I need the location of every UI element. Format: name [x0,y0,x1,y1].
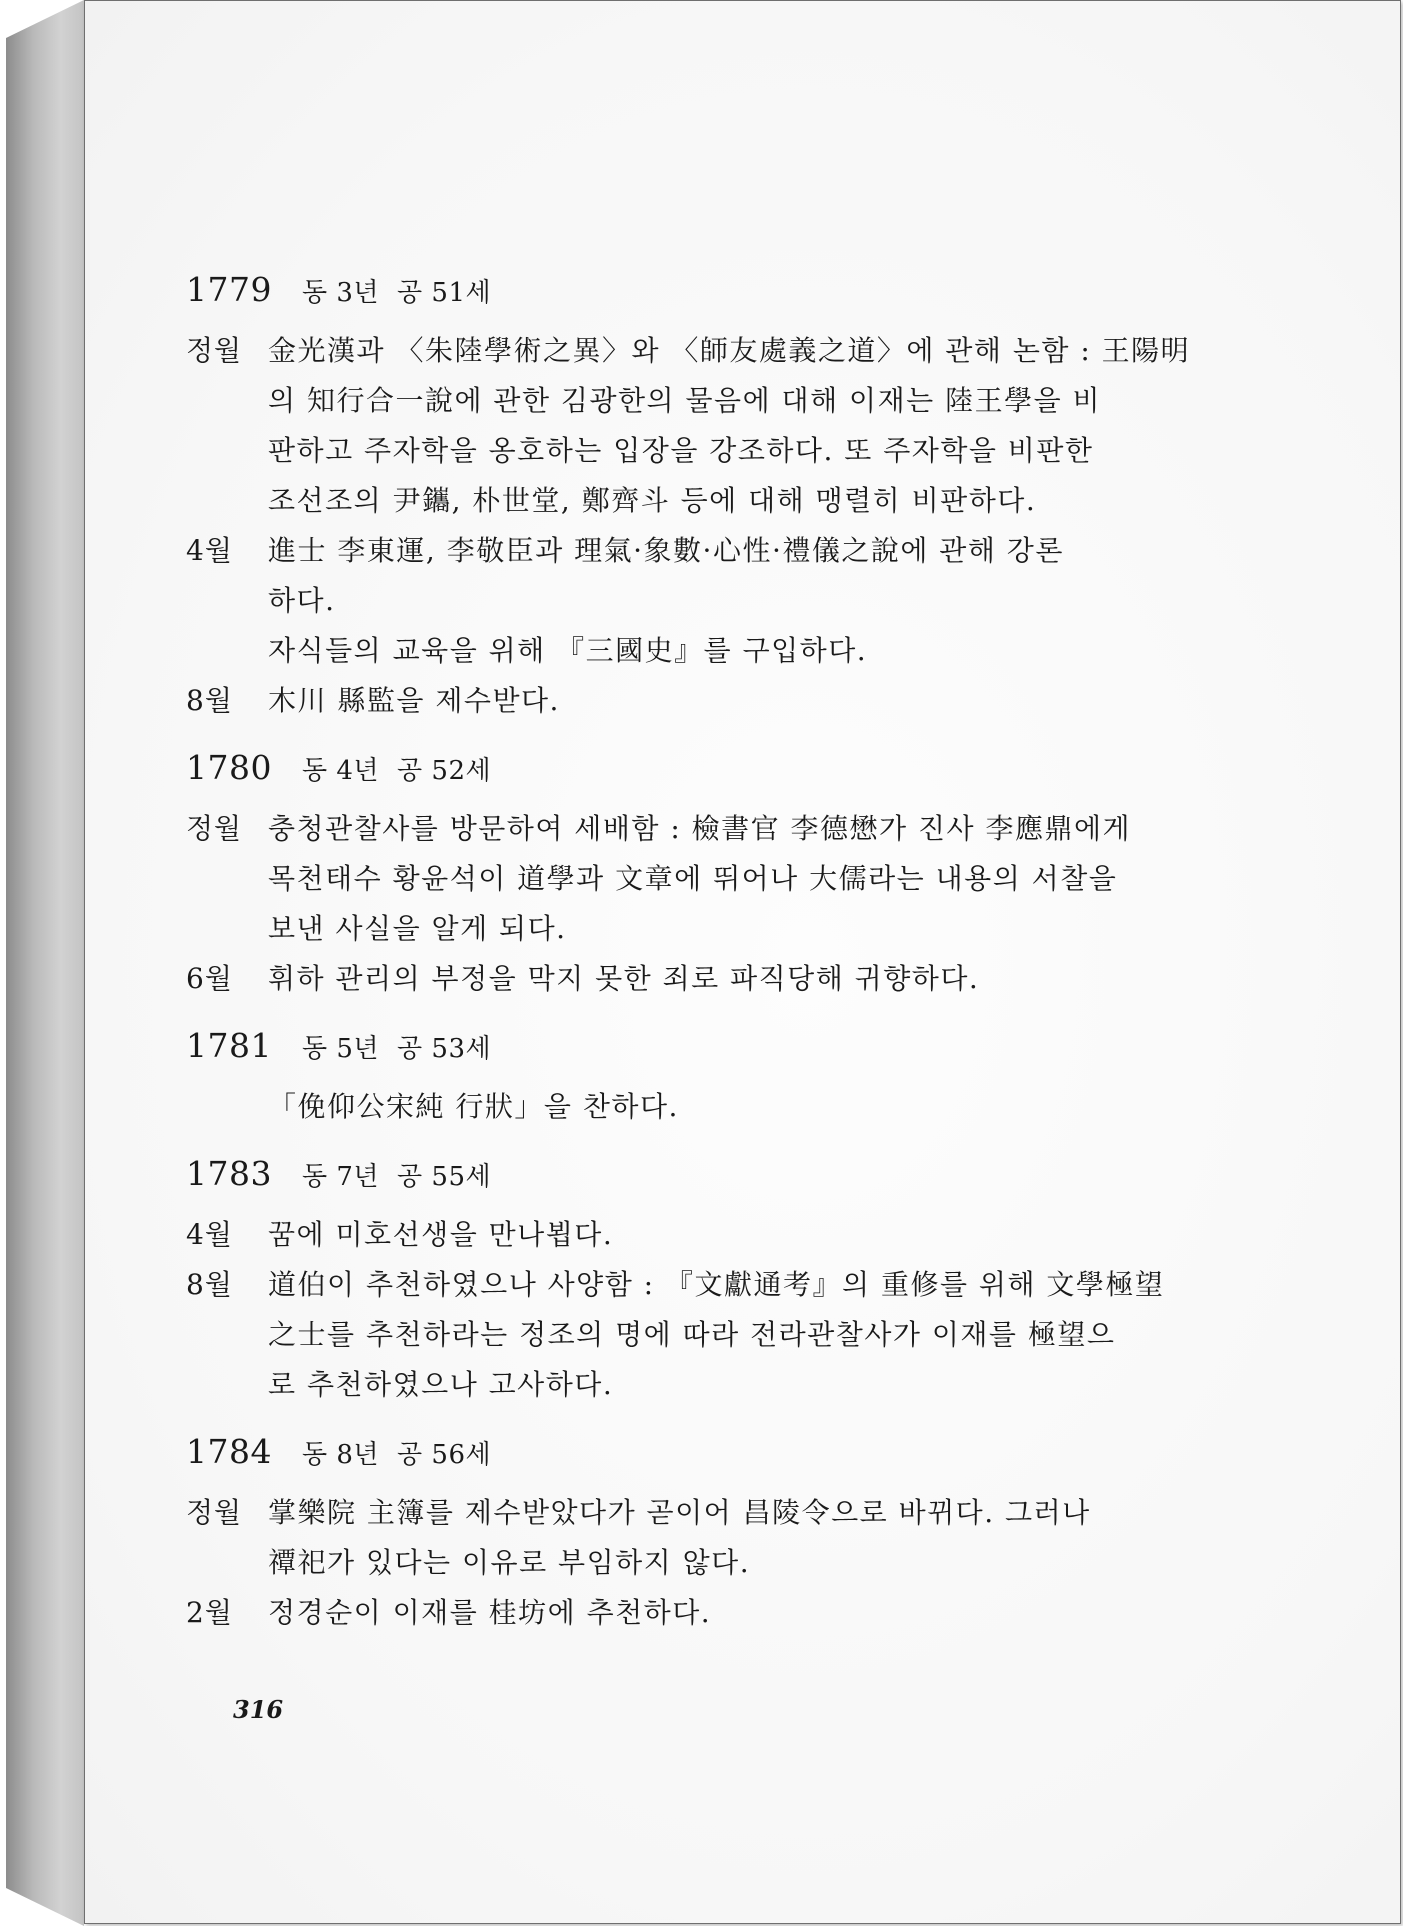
entry-line: 之士를 추천하라는 정조의 명에 따라 전라관찰사가 이재를 極望으 [268,1318,1116,1351]
year-section [186,1432,1262,1638]
entry-text [268,1082,1262,1132]
age-label: 공 56세 [397,1440,492,1470]
age-label: 공 53세 [397,1034,492,1064]
year-section [186,1154,1262,1410]
reign-year: 동 7년 [302,1162,380,1192]
entry-month: 4월 [186,1218,233,1251]
chronology-entry [186,1488,1262,1588]
entry-line: 자식들의 교육을 위해 『三國史』를 구입하다. [268,634,868,667]
entry-month [186,1082,268,1132]
year-heading [186,748,1262,798]
entry-text [268,954,1262,1004]
entry-line: 조선조의 尹鑴, 朴世堂, 鄭齊斗 등에 대해 맹렬히 비판하다. [268,484,1037,517]
entry-month: 8월 [186,1268,233,1301]
year-label: 1780 [186,748,272,787]
entry-text [268,626,1262,676]
year-section [186,748,1262,1004]
reign-year: 동 8년 [302,1440,380,1470]
entry-line: 金光漢과 〈朱陸學術之異〉와 〈師友處義之道〉에 관해 논함 : 王陽明 [268,334,1191,367]
entry-text [268,526,1262,626]
year-label: 1781 [186,1026,272,1065]
chronology-content [186,270,1262,1660]
chronology-entry [186,1210,1262,1260]
entry-text [268,326,1262,526]
entry-line: 휘하 관리의 부정을 막지 못한 죄로 파직당해 귀향하다. [268,962,980,995]
page-number: 316 [233,1695,284,1724]
entry-text [268,1260,1262,1410]
chronology-entry [186,326,1262,526]
entry-line: 판하고 주자학을 옹호하는 입장을 강조하다. 또 주자학을 비판한 [268,434,1094,467]
year-label: 1783 [186,1154,272,1193]
entry-line: 「俛仰公宋純 行狀」을 찬하다. [268,1090,679,1123]
year-heading [186,1026,1262,1076]
chronology-entry [186,804,1262,954]
year-heading [186,1432,1262,1482]
entry-line: 충청관찰사를 방문하여 세배함 : 檢書官 李德懋가 진사 李應鼎에게 [268,812,1132,845]
entry-line: 로 추천하였으나 고사하다. [268,1368,614,1401]
entry-line: 정경순이 이재를 桂坊에 추천하다. [268,1596,712,1629]
age-label: 공 51세 [397,278,492,308]
entry-line: 목천태수 황윤석이 道學과 文章에 뛰어나 大儒라는 내용의 서찰을 [268,862,1118,895]
year-section [186,270,1262,726]
chronology-entry [186,1082,1262,1132]
reign-year: 동 3년 [302,278,380,308]
entry-month: 정월 [186,334,243,367]
entry-line: 의 知行合一說에 관한 김광한의 물음에 대해 이재는 陸王學을 비 [268,384,1102,417]
age-label: 공 52세 [397,756,492,786]
year-label: 1784 [186,1432,272,1471]
book-spine [6,0,84,1926]
chronology-entry [186,626,1262,676]
entry-text [268,804,1262,954]
entry-line: 하다. [268,584,336,617]
entry-line: 꿈에 미호선생을 만나뵙다. [268,1218,614,1251]
age-label: 공 55세 [397,1162,492,1192]
reign-year: 동 4년 [302,756,380,786]
chronology-entry [186,954,1262,1004]
chronology-entry [186,526,1262,626]
entry-month: 6월 [186,962,233,995]
entry-text [268,676,1262,726]
chronology-entry [186,1260,1262,1410]
entry-line: 道伯이 추천하였으나 사양함 : 『文獻通考』의 重修를 위해 文學極望 [268,1268,1165,1301]
year-heading [186,1154,1262,1204]
entry-month: 정월 [186,812,243,845]
entry-line: 禫祀가 있다는 이유로 부임하지 않다. [268,1546,751,1579]
entry-line: 進士 李東運, 李敬臣과 理氣·象數·心性·禮儀之說에 관해 강론 [268,534,1064,567]
entry-month: 정월 [186,1496,243,1529]
chronology-entry [186,676,1262,726]
entry-text [268,1588,1262,1638]
chronology-entry [186,1588,1262,1638]
entry-text [268,1488,1262,1588]
entry-line: 보낸 사실을 알게 되다. [268,912,567,945]
reign-year: 동 5년 [302,1034,380,1064]
year-label: 1779 [186,270,272,309]
entry-month: 4월 [186,534,233,567]
year-heading [186,270,1262,320]
year-section [186,1026,1262,1132]
entry-month [186,626,268,676]
entry-line: 掌樂院 主簿를 제수받았다가 곧이어 昌陵令으로 바뀌다. 그러나 [268,1496,1091,1529]
entry-month: 8월 [186,684,233,717]
entry-month: 2월 [186,1596,233,1629]
entry-text [268,1210,1262,1260]
entry-line: 木川 縣監을 제수받다. [268,684,560,717]
